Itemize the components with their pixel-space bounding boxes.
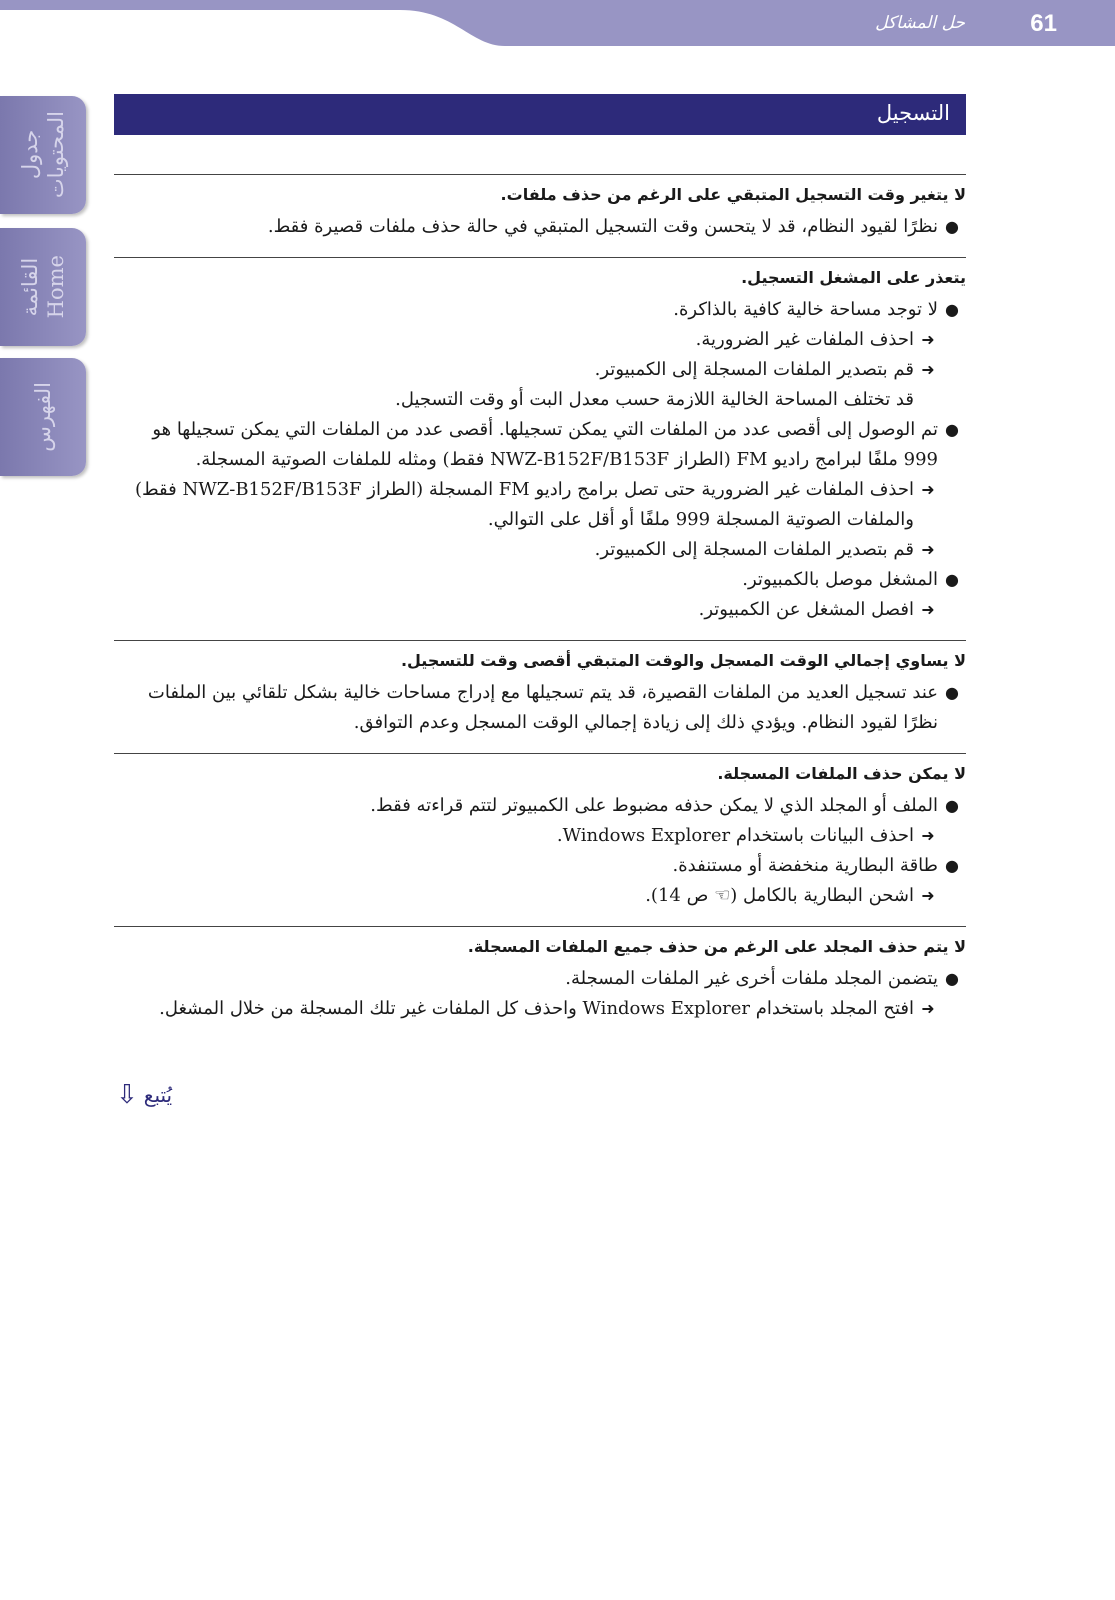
section-heading-bar — [114, 94, 966, 135]
qa-block — [114, 640, 966, 738]
qa-block — [114, 257, 966, 625]
cause-item — [114, 851, 966, 881]
item-text: يتضمن المجلد ملفات أخرى غير الملفات المسجلة. — [565, 968, 938, 989]
arrow-right-icon: ➜ — [921, 540, 935, 559]
item-text: الملف أو المجلد الذي لا يمكن حذفه مضبوط على الكمبيوتر لتتم قراءته فقط. — [370, 795, 938, 816]
tab-toc-line1: جدول — [18, 130, 42, 180]
cause-item — [114, 964, 966, 994]
bullet-icon: ● — [945, 969, 959, 988]
bullet-icon: ● — [945, 856, 959, 875]
tab-toc-line2: المحتويات — [44, 111, 68, 199]
bullet-icon: ● — [945, 300, 959, 319]
cause-item — [114, 212, 966, 242]
tab-index[interactable] — [0, 358, 86, 476]
arrow-right-icon: ➜ — [921, 886, 935, 905]
arrow-right-icon: ➜ — [921, 826, 935, 845]
bullet-icon: ● — [945, 217, 959, 236]
solution-item — [114, 821, 966, 851]
arrow-right-icon: ➜ — [921, 600, 935, 619]
solution-item — [114, 595, 966, 625]
problem-heading: يتعذر على المشغل التسجيل. — [741, 268, 966, 287]
qa-block — [114, 753, 966, 911]
item-text: قم بتصدير الملفات المسجلة إلى الكمبيوتر. — [594, 359, 914, 380]
arrow-right-icon: ➜ — [921, 480, 935, 499]
cause-item — [114, 415, 966, 475]
chapter-title: حل المشاكل — [875, 13, 965, 33]
solution-item — [114, 881, 966, 911]
down-arrow-icon: ⇩ — [116, 1080, 138, 1110]
item-text: اشحن البطارية بالكامل (☜ ص 14). — [645, 885, 914, 906]
item-text: عند تسجيل العديد من الملفات القصيرة، قد يتم تسجيلها مع إدراج مساحات خالية بشكل تلقائي بين الملفات نظرًا لقيود النظام. ويؤدي ذلك إلى زيادة إجمالي الوقت المسجل وعدم التوافق. — [147, 682, 938, 733]
item-text: افتح المجلد باستخدام Windows Explorer واحذف كل الملفات غير تلك المسجلة من خلال المشغل. — [159, 998, 914, 1019]
problem-heading: لا يتغير وقت التسجيل المتبقي على الرغم من حذف ملفات. — [500, 185, 966, 204]
header-band — [0, 0, 1115, 46]
item-text: تم الوصول إلى أقصى عدد من الملفات التي يمكن تسجيلها. أقصى عدد من الملفات التي يمكن تسجيلها هو 999 ملفًا لبرامج راديو FM (الطراز NWZ-B152F/B153F فقط) ومثله للملفات الصوتية المسجلة. — [152, 419, 938, 470]
cause-item — [114, 678, 966, 738]
bullet-icon: ● — [945, 796, 959, 815]
solution-item — [114, 355, 966, 385]
tab-home-menu[interactable] — [0, 228, 86, 346]
problem-heading: لا يساوي إجمالي الوقت المسجل والوقت المتبقي أقصى وقت للتسجيل. — [400, 651, 966, 670]
item-text: طاقة البطارية منخفضة أو مستنفدة. — [672, 855, 938, 876]
continued-indicator[interactable] — [116, 1080, 172, 1110]
problem-heading: لا يمكن حذف الملفات المسجلة. — [717, 764, 966, 783]
item-text: افصل المشغل عن الكمبيوتر. — [698, 599, 914, 620]
arrow-right-icon: ➜ — [921, 999, 935, 1018]
solution-item — [114, 994, 966, 1024]
tab-home-line2: Home — [44, 255, 68, 319]
arrow-right-icon: ➜ — [921, 360, 935, 379]
problem-heading: لا يتم حذف المجلد على الرغم من حذف جميع الملفات المسجلة. — [467, 937, 966, 956]
item-text: احذف الملفات غير الضرورية. — [695, 329, 914, 350]
cause-item — [114, 565, 966, 595]
qa-block — [114, 174, 966, 242]
section-title: التسجيل — [876, 101, 950, 125]
tab-table-of-contents[interactable] — [0, 96, 86, 214]
item-text: احذف البيانات باستخدام Windows Explorer. — [556, 825, 914, 846]
solution-item — [114, 475, 966, 535]
page-number: 61 — [1030, 10, 1057, 37]
bullet-icon: ● — [945, 570, 959, 589]
continued-label: يُتبع — [143, 1083, 173, 1107]
item-text: احذف الملفات غير الضرورية حتى تصل برامج راديو FM المسجلة (الطراز NWZ-B152F/B153F فقط) والملفات الصوتية المسجلة 999 ملفًا أو أقل على التوالي. — [134, 479, 914, 530]
solution-item — [114, 535, 966, 565]
item-text: لا توجد مساحة خالية كافية بالذاكرة. — [673, 299, 938, 320]
solution-item — [114, 325, 966, 355]
bullet-icon: ● — [945, 683, 959, 702]
item-text: قم بتصدير الملفات المسجلة إلى الكمبيوتر. — [594, 539, 914, 560]
qa-block — [114, 926, 966, 1024]
cause-item — [114, 295, 966, 325]
item-text: قد تختلف المساحة الخالية اللازمة حسب معدل البت أو وقت التسجيل. — [395, 389, 914, 410]
cause-item — [114, 791, 966, 821]
troubleshooting-content — [114, 174, 966, 1039]
tab-home-line1: القائمة — [18, 257, 42, 317]
arrow-right-icon: ➜ — [921, 330, 935, 349]
bullet-icon: ● — [945, 420, 959, 439]
note-item — [114, 385, 966, 415]
item-text: المشغل موصل بالكمبيوتر. — [742, 569, 938, 590]
tab-index-line1: الفهرس — [31, 382, 55, 452]
item-text: نظرًا لقيود النظام، قد لا يتحسن وقت التسجيل المتبقي في حالة حذف ملفات قصيرة فقط. — [267, 216, 938, 237]
